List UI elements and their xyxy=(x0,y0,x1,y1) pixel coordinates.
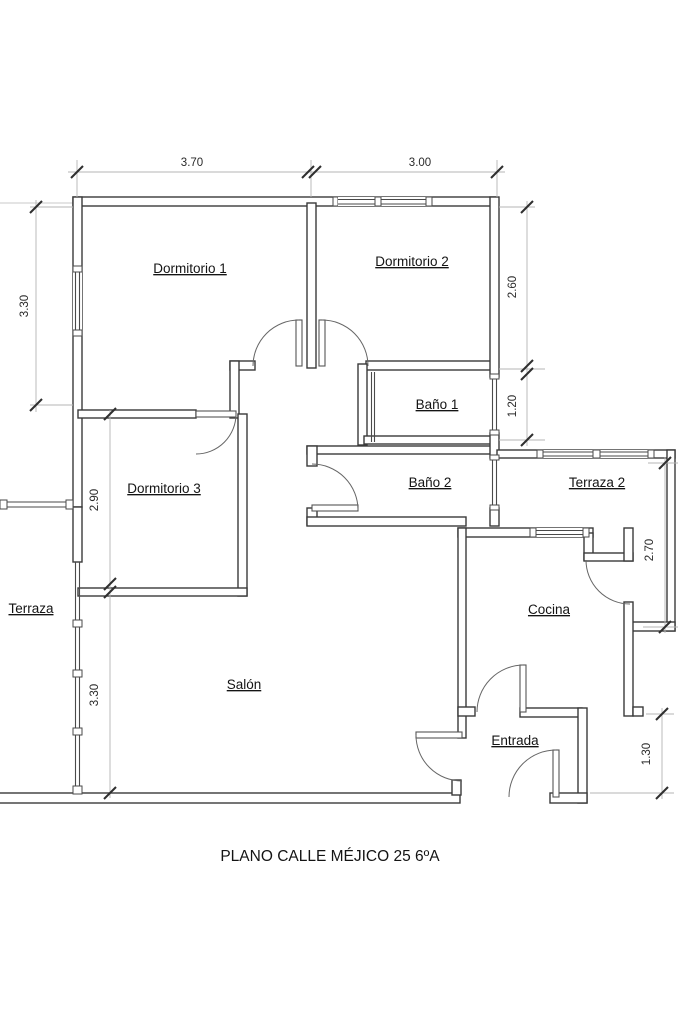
walls xyxy=(0,197,675,803)
room-label-dormitorio1: Dormitorio 1 xyxy=(153,261,227,276)
window-terraza2 xyxy=(537,450,654,458)
door-dormitorio1 xyxy=(253,320,302,366)
dimension-label-terraza2-height: 2.70 xyxy=(644,538,656,562)
room-label-cocina: Cocina xyxy=(527,602,571,617)
window-terraza-top xyxy=(0,500,73,509)
dimension-label-dormitorio2-height: 2.60 xyxy=(507,275,519,299)
window-dormitorio2 xyxy=(333,197,432,206)
room-label-bano2: Baño 2 xyxy=(408,475,452,490)
dimension-label-salon-height: 3.30 xyxy=(89,683,101,707)
dimension-top xyxy=(68,157,505,197)
door-cocina-terraza2 xyxy=(586,560,630,604)
door-bano1 xyxy=(372,372,375,442)
room-label-salon: Salón xyxy=(226,677,262,692)
door-cocina-entrada xyxy=(477,665,526,712)
plan-title: PLANO CALLE MÉJICO 25 6ºA xyxy=(220,848,440,865)
dimension-label-dormitorio3-height: 2.90 xyxy=(89,488,101,512)
window-dormitorio1 xyxy=(73,266,82,336)
window-bano2 xyxy=(490,455,499,510)
dimension-left xyxy=(19,200,73,412)
door-bano2 xyxy=(312,464,358,511)
room-label-dormitorio3: Dormitorio 3 xyxy=(127,481,201,496)
dimension-label-bano1-height: 1.20 xyxy=(507,394,519,418)
dimension-label-entrada-recess-height: 1.30 xyxy=(641,742,653,766)
room-label-terraza2: Terraza 2 xyxy=(568,475,626,490)
dimension-entrada xyxy=(590,708,674,799)
window-cocina xyxy=(530,528,589,537)
door-salon-entrada xyxy=(416,732,462,781)
window-bano1 xyxy=(490,374,499,435)
door-dormitorio3 xyxy=(196,411,236,454)
doors xyxy=(196,320,630,797)
dimension-right-upper xyxy=(499,201,545,446)
room-label-bano1: Baño 1 xyxy=(415,397,459,412)
door-dormitorio2 xyxy=(319,320,368,366)
room-label-dormitorio2: Dormitorio 2 xyxy=(375,254,449,269)
door-entrance xyxy=(509,750,559,797)
room-label-entrada: Entrada xyxy=(491,733,539,748)
room-label-terraza: Terraza xyxy=(8,601,54,616)
dimension-interior xyxy=(89,408,116,799)
dimension-label-dormitorio2-width: 3.00 xyxy=(408,157,432,169)
window-terraza-salon xyxy=(73,562,82,794)
dimension-label-dormitorio1-height: 3.30 xyxy=(19,294,31,318)
dimension-label-dormitorio1-width: 3.70 xyxy=(180,157,204,169)
